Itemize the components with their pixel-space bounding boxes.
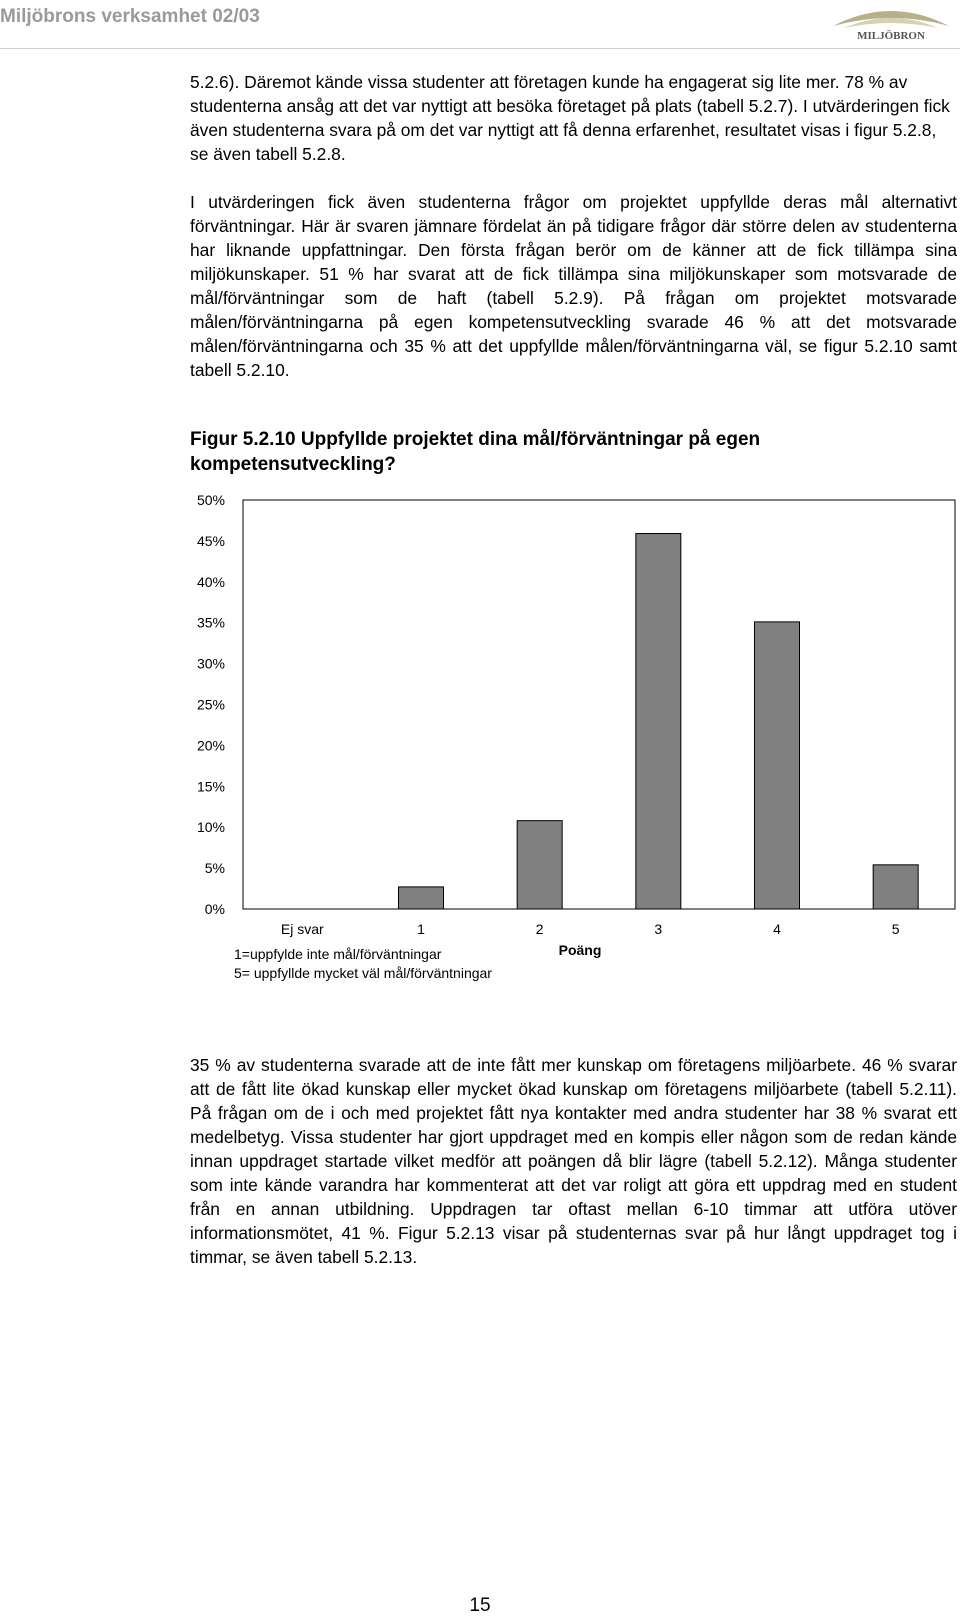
body-paragraph-1: 5.2.6). Däremot kände vissa studenter att företagen kunde ha engagerat sig lite mer. 78 % av studenterna ansåg att det var nyttigt att besöka företaget på plats (tabell 5.2.7). I utvärderingen fick även studenterna svara på om det var nyttigt att få denna erfarenhet, resultatet visas i figur 5.2.8, se även tabell 5.2.8.: [190, 72, 950, 164]
x-tick-label: 5: [891, 921, 900, 937]
figure-title: Figur 5.2.10 Uppfyllde projektet dina mål/förväntningar på egen kompetensutveckling?: [190, 429, 761, 475]
x-tick-label: Ej svar: [280, 921, 324, 937]
page-number: 15: [469, 1595, 491, 1616]
bar: [399, 887, 444, 909]
bar: [755, 622, 800, 909]
y-tick-label: 5%: [204, 860, 225, 877]
y-tick-label: 40%: [196, 573, 225, 590]
x-tick-label: 2: [535, 921, 544, 937]
x-tick-label: 1: [417, 921, 425, 937]
bar-chart: [150, 495, 960, 1025]
y-tick-label: 50%: [196, 495, 225, 508]
header-title: Miljöbrons verksamhet 02/03: [0, 6, 260, 27]
header-divider: [0, 48, 960, 49]
miljobron-logo: [830, 2, 952, 44]
bar: [873, 865, 918, 909]
bar: [636, 534, 681, 909]
y-tick-label: 20%: [196, 737, 225, 754]
y-tick-label: 30%: [196, 655, 225, 672]
y-tick-label: 0%: [204, 901, 225, 917]
y-tick-label: 25%: [196, 696, 225, 713]
y-tick-label: 35%: [196, 614, 225, 631]
legend-note: 1=uppfylde inte mål/förväntningar: [234, 946, 442, 962]
x-tick-label: 4: [773, 921, 781, 937]
x-tick-label: 3: [654, 921, 663, 937]
bar: [517, 821, 562, 909]
y-tick-label: 10%: [196, 819, 225, 836]
y-tick-label: 15%: [196, 778, 225, 795]
plot-area: [243, 500, 955, 909]
body-paragraph-3: 35 % av studenterna svarade att de inte fått mer kunskap om företagens miljöarbete. 46 % svarar att de fått lite ökad kunskap eller mycket ökad kunskap om företagens miljöarbete (tabell 5.2.11). På frågan om de i och med projektet fått nya kontakter med andra studenter har 38 % svarat ett medelbetyg. Vissa studenter har gjort uppdraget med en kompis eller någon som de redan kände innan uppdraget startade vilket medför att poängen då blir lägre (tabell 5.2.12). Många studenter som inte kände varandra har kommenterat att det var roligt att göra ett uppdrag med en student från en annan utbildning. Uppdragen tar oftast mellan 6-10 timmar att utföra utöver informationsmötet, 41 %. Figur 5.2.13 visar på studenternas svar på hur långt uppdraget tog i timmar, se även tabell 5.2.13.: [190, 1055, 957, 1267]
x-axis-label: Poäng: [558, 942, 602, 958]
body-paragraph-2: I utvärderingen fick även studenterna frågor om projektet uppfyllde deras mål alternativt förväntningar. Här är svaren jämnare fördelat än på tidigare frågor där större delen av studenterna har liknande uppfattningar. Den första frågan berör om de känner att de fick tillämpa sina miljökunskaper. 51 % har svarat att de fick tillämpa sina miljökunskaper som motsvarade de mål/förväntningar som de haft (tabell 5.2.9). På frågan om projektet motsvarade målen/förväntningarna på egen kompetensutveckling svarade 46 % att det motsvarade målen/förväntningarna och 35 % att det uppfyllde målen/förväntningarna väl, se figur 5.2.10 samt tabell 5.2.10.: [190, 192, 957, 380]
legend-note: 5= uppfyllde mycket väl mål/förväntningar: [234, 965, 492, 981]
y-tick-label: 45%: [196, 532, 225, 549]
logo-text: MILJÖBRON: [857, 30, 925, 42]
